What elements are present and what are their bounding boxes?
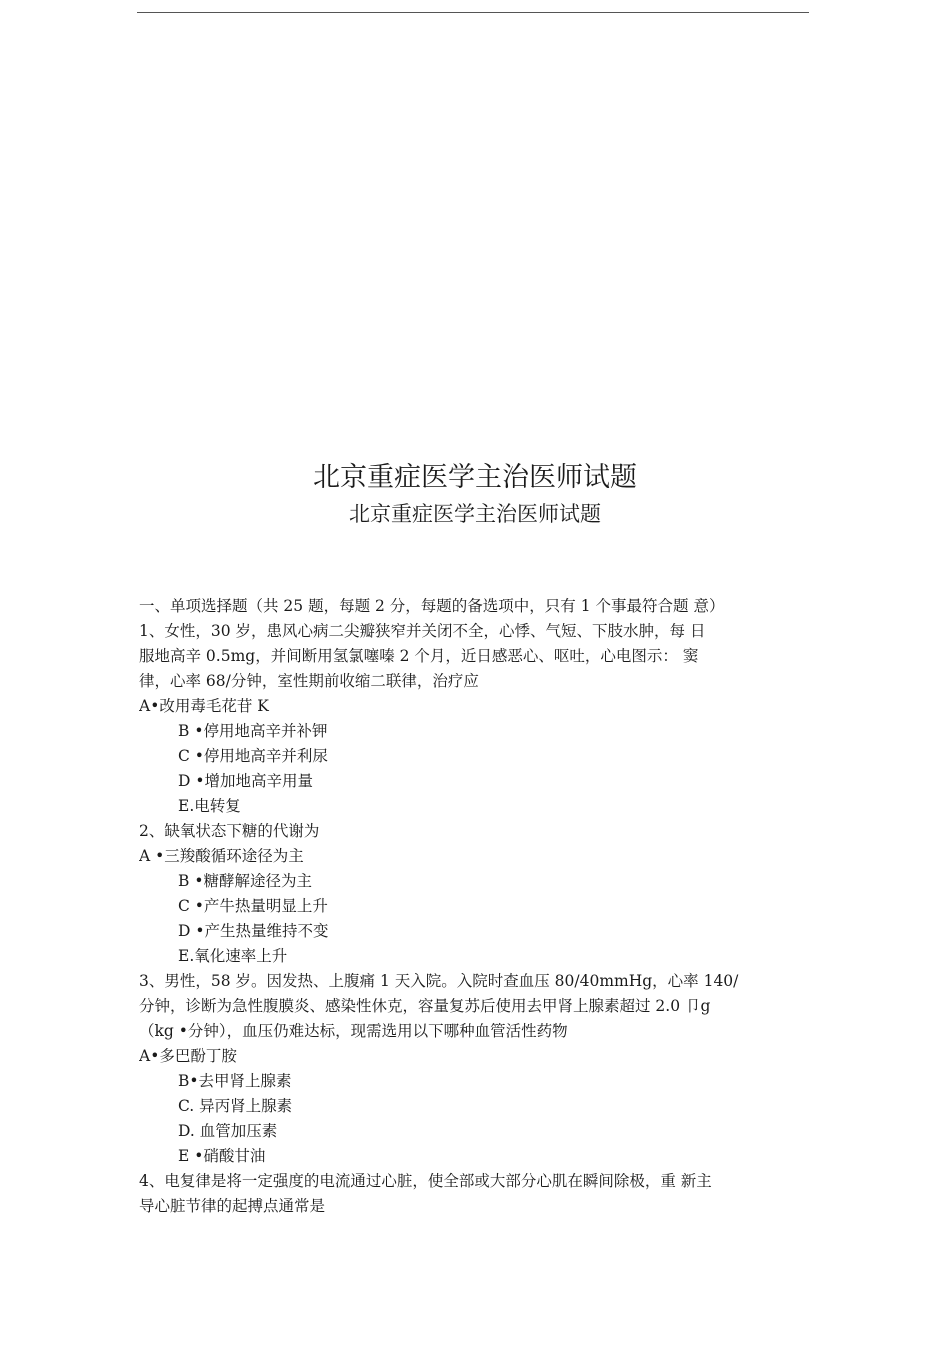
question-stem-line: 导心脏节律的起搏点通常是 <box>139 1197 326 1215</box>
question-stem-line: 3、男性，58 岁。因发热、上腹痛 1 天入院。入院时查血压 80/40mmHg，心率 140/ <box>139 972 739 990</box>
answer-option: E •硝酸甘油 <box>178 1147 266 1165</box>
document-title: 北京重症医学主治医师试题 <box>313 462 637 493</box>
question-stem-line: （kg •分钟），血压仍难达标，现需选用以下哪种血管活性药物 <box>139 1022 568 1040</box>
answer-option: A •三羧酸循环途径为主 <box>139 847 304 865</box>
question-content <box>139 594 811 1219</box>
answer-option: E.电转复 <box>178 797 241 815</box>
answer-option: D •产生热量维持不变 <box>178 922 329 940</box>
answer-option: A•多巴酚丁胺 <box>139 1047 237 1065</box>
question-stem-line: 4、电复律是将一定强度的电流通过心脏，使全部或大部分心肌在瞬间除极，重 新主 <box>139 1172 712 1190</box>
answer-option: C •停用地高辛并利尿 <box>178 747 328 765</box>
answer-option: E.氧化速率上升 <box>178 947 288 965</box>
answer-option: B •糖酵解途径为主 <box>178 872 312 890</box>
answer-option: D. 血管加压素 <box>178 1122 278 1140</box>
answer-option: A•改用毒毛花苷 K <box>139 697 269 715</box>
answer-option: B •停用地高辛并补钾 <box>178 722 328 740</box>
question-stem-line: 1、女性，30 岁，患风心病二尖瓣狭窄并关闭不全，心悸、气短、下肢水肿，每 日 <box>139 622 706 640</box>
question-stem-line: 2、缺氧状态下糖的代谢为 <box>139 822 320 840</box>
answer-option: C. 异丙肾上腺素 <box>178 1097 293 1115</box>
section-heading: 一、单项选择题（共 25 题，每题 2 分，每题的备选项中，只有 1 个事最符合题 意） <box>139 597 725 615</box>
question-stem-line: 服地高辛 0.5mg，并间断用氢氯噻嗪 2 个月，近日感恶心、呕吐，心电图示： 窦 <box>139 647 699 665</box>
answer-option: C •产牛热量明显上升 <box>178 897 328 915</box>
answer-option: B•去甲肾上腺素 <box>178 1072 292 1090</box>
header-rule <box>137 12 809 13</box>
question-stem-line: 律，心率 68/分钟，室性期前收缩二联律，治疗应 <box>139 672 479 690</box>
document-subtitle: 北京重症医学主治医师试题 <box>349 502 601 526</box>
question-stem-line: 分钟，诊断为急性腹膜炎、感染性休克，容量复苏后使用去甲肾上腺素超过 2.0 卩g <box>139 997 711 1015</box>
answer-option: D •增加地高辛用量 <box>178 772 313 790</box>
